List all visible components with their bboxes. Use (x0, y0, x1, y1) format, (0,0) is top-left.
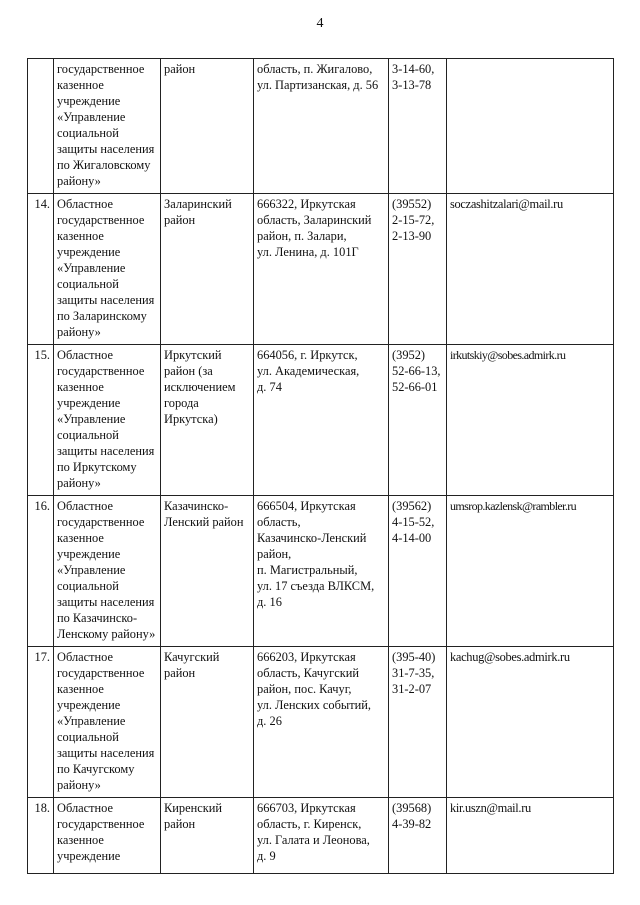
address-cell (254, 798, 389, 874)
district-line: Иркутска) (164, 412, 218, 426)
row-number: 17. (28, 647, 54, 798)
institution-line: казенное (57, 380, 104, 394)
institution-line: району» (57, 174, 101, 188)
institution-line: защиты населения (57, 444, 155, 458)
institution-cell (54, 496, 161, 647)
table-body (28, 59, 614, 874)
address-line: область, Качугский (257, 666, 360, 680)
district-line: города (164, 396, 199, 410)
district-line: район (164, 817, 196, 831)
email-cell (447, 798, 614, 874)
institution-line: по Жигаловскому (57, 158, 151, 172)
district-cell (161, 194, 254, 345)
institution-cell (54, 798, 161, 874)
district-line: Качугский (164, 650, 220, 664)
row-number: 15. (28, 345, 54, 496)
phone-line: (395-40) (392, 650, 436, 664)
institution-line: Областное (57, 348, 114, 362)
district-line: район (164, 213, 196, 227)
phone-line: 4-15-52, (392, 515, 435, 529)
institution-line: учреждение (57, 245, 121, 259)
institution-line: казенное (57, 682, 104, 696)
institution-line: учреждение (57, 94, 121, 108)
row-number: 14. (28, 194, 54, 345)
institution-line: государственное (57, 213, 145, 227)
address-line: 666203, Иркутская (257, 650, 356, 664)
institution-line: казенное (57, 833, 104, 847)
email-cell (447, 59, 614, 194)
institution-line: государственное (57, 666, 145, 680)
institution-line: учреждение (57, 698, 121, 712)
institution-line: учреждение (57, 396, 121, 410)
phone-cell (389, 345, 447, 496)
institution-line: по Иркутскому (57, 460, 137, 474)
address-line: 666504, Иркутская (257, 499, 356, 513)
institution-line: защиты населения (57, 142, 155, 156)
institution-line: «Управление (57, 110, 126, 124)
district-cell (161, 345, 254, 496)
address-line: д. 16 (257, 595, 282, 609)
email-cell (447, 496, 614, 647)
institution-line: «Управление (57, 714, 126, 728)
address-line: 664056, г. Иркутск, (257, 348, 358, 362)
institution-line: району» (57, 325, 101, 339)
institution-line: району» (57, 778, 101, 792)
table-row (28, 59, 614, 194)
email-address: kachug@sobes.admirk.ru (450, 650, 570, 664)
phone-line: 2-13-90 (392, 229, 432, 243)
institution-line: социальной (57, 126, 119, 140)
row-number (28, 59, 54, 194)
district-cell (161, 647, 254, 798)
institution-cell (54, 647, 161, 798)
institution-line: Областное (57, 801, 114, 815)
institution-line: защиты населения (57, 595, 155, 609)
district-line: Казачинско- (164, 499, 229, 513)
table-row (28, 345, 614, 496)
address-line: 666322, Иркутская (257, 197, 356, 211)
phone-line: (39552) (392, 197, 432, 211)
email-address: umsrop.kazlensk@rambler.ru (450, 499, 577, 513)
district-line: район (164, 666, 196, 680)
district-line: район (за (164, 364, 213, 378)
phone-cell (389, 798, 447, 874)
district-cell (161, 798, 254, 874)
phone-line: 3-13-78 (392, 78, 432, 92)
phone-line: 31-2-07 (392, 682, 432, 696)
institution-line: социальной (57, 579, 119, 593)
institution-line: учреждение (57, 849, 121, 863)
address-line: п. Магистральный, (257, 563, 358, 577)
institution-line: государственное (57, 62, 145, 76)
phone-line: 4-39-82 (392, 817, 432, 831)
phone-line: 52-66-01 (392, 380, 438, 394)
institution-line: «Управление (57, 261, 126, 275)
institution-cell (54, 345, 161, 496)
row-number: 16. (28, 496, 54, 647)
address-line: район, пос. Качуг, (257, 682, 352, 696)
page-number: 4 (316, 16, 324, 31)
institution-line: учреждение (57, 547, 121, 561)
address-line: область, (257, 515, 301, 529)
address-line: область, п. Жигалово, (257, 62, 373, 76)
phone-line: 2-15-72, (392, 213, 435, 227)
phone-line: 4-14-00 (392, 531, 432, 545)
district-cell (161, 496, 254, 647)
institution-line: по Казачинско- (57, 611, 138, 625)
institution-cell (54, 194, 161, 345)
phone-cell (389, 496, 447, 647)
district-cell (161, 59, 254, 194)
address-line: ул. Ленских событий, (257, 698, 372, 712)
district-line: Киренский (164, 801, 223, 815)
institution-line: Областное (57, 197, 114, 211)
institutions-table (27, 58, 614, 874)
phone-line: 52-66-13, (392, 364, 441, 378)
table-row (28, 798, 614, 874)
phone-line: (39568) (392, 801, 432, 815)
institution-line: району» (57, 476, 101, 490)
address-line: область, г. Киренск, (257, 817, 362, 831)
institution-line: государственное (57, 515, 145, 529)
institution-line: по Качугскому (57, 762, 135, 776)
phone-cell (389, 59, 447, 194)
address-cell (254, 194, 389, 345)
institution-line: Областное (57, 499, 114, 513)
institution-line: казенное (57, 531, 104, 545)
address-line: д. 74 (257, 380, 282, 394)
address-cell (254, 345, 389, 496)
institution-line: Ленскому району» (57, 627, 156, 641)
address-line: ул. Ленина, д. 101Г (257, 245, 359, 259)
address-cell (254, 647, 389, 798)
district-line: исключением (164, 380, 236, 394)
address-line: область, Заларинский (257, 213, 372, 227)
address-line: ул. 17 съезда ВЛКСМ, (257, 579, 375, 593)
address-line: д. 26 (257, 714, 282, 728)
institution-line: государственное (57, 817, 145, 831)
phone-cell (389, 194, 447, 345)
district-line: Заларинский (164, 197, 232, 211)
address-cell (254, 496, 389, 647)
phone-line: 3-14-60, (392, 62, 435, 76)
institution-line: «Управление (57, 412, 126, 426)
institution-line: по Заларинскому (57, 309, 147, 323)
address-line: район, п. Залари, (257, 229, 347, 243)
institution-line: «Управление (57, 563, 126, 577)
address-line: район, (257, 547, 292, 561)
address-line: 666703, Иркутская (257, 801, 356, 815)
district-line: Ленский район (164, 515, 244, 529)
email-cell (447, 345, 614, 496)
address-line: Казачинско-Ленский (257, 531, 367, 545)
address-line: д. 9 (257, 849, 276, 863)
table-row (28, 496, 614, 647)
institution-line: социальной (57, 277, 119, 291)
district-line: Иркутский (164, 348, 222, 362)
institution-line: государственное (57, 364, 145, 378)
email-cell (447, 194, 614, 345)
institution-line: казенное (57, 78, 104, 92)
address-line: ул. Академическая, (257, 364, 360, 378)
email-address: soczashitzalari@mail.ru (450, 197, 563, 211)
phone-line: 31-7-35, (392, 666, 435, 680)
address-cell (254, 59, 389, 194)
institution-cell (54, 59, 161, 194)
institution-line: социальной (57, 730, 119, 744)
district-line: район (164, 62, 196, 76)
phone-line: (39562) (392, 499, 432, 513)
phone-line: (3952) (392, 348, 426, 362)
phone-cell (389, 647, 447, 798)
address-line: ул. Партизанская, д. 56 (257, 78, 379, 92)
address-line: ул. Галата и Леонова, (257, 833, 370, 847)
institution-line: защиты населения (57, 746, 155, 760)
email-address: irkutskiy@sobes.admirk.ru (450, 348, 566, 362)
row-number: 18. (28, 798, 54, 874)
table-row (28, 647, 614, 798)
email-address: kir.uszn@mail.ru (450, 801, 531, 815)
institution-line: социальной (57, 428, 119, 442)
email-cell (447, 647, 614, 798)
institution-line: казенное (57, 229, 104, 243)
institution-line: Областное (57, 650, 114, 664)
institution-line: защиты населения (57, 293, 155, 307)
table-row (28, 194, 614, 345)
